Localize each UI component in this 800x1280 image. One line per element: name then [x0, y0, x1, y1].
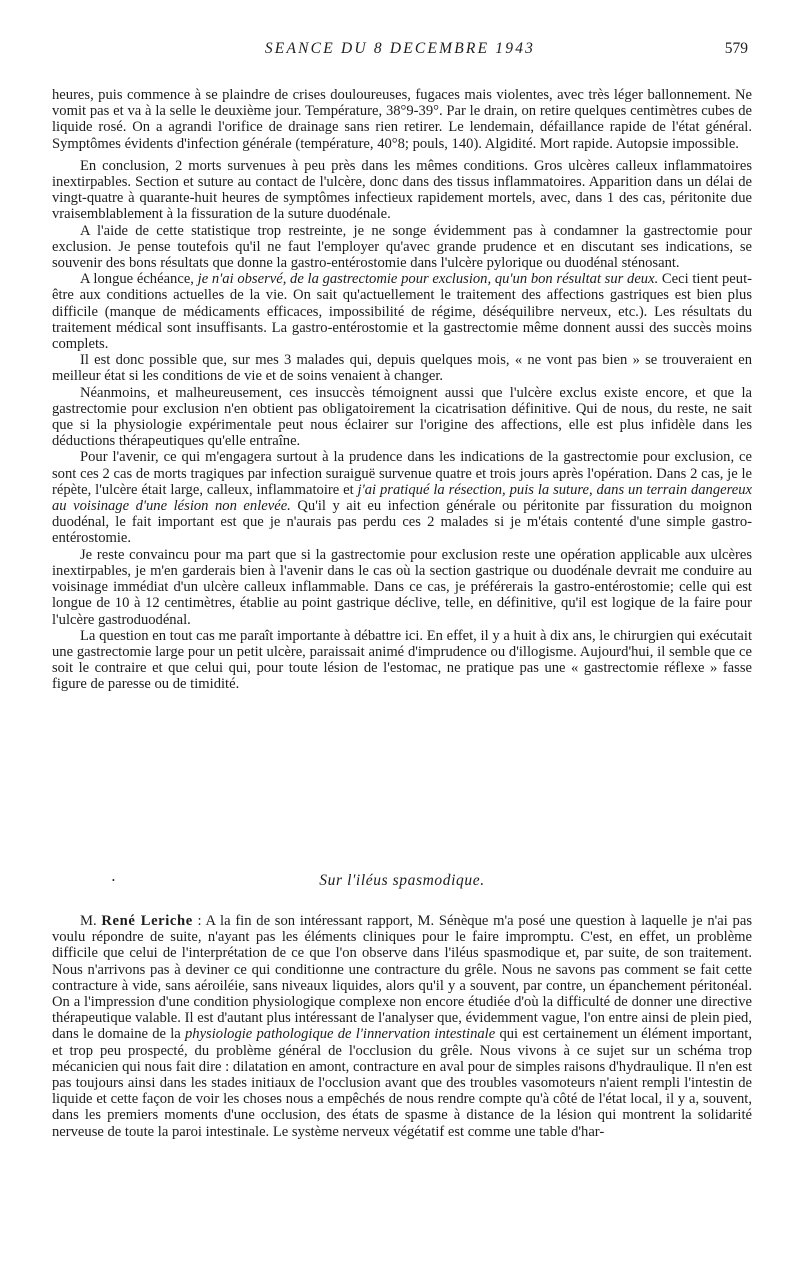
paragraph-avenir	[52, 449, 752, 546]
text-segment: : A la fin de son intéressant rapport, M. Sénèque m'a posé une question à laquelle je n'ai pas voulu répondre de suite, n'ayant pas les éléments cliniques pour le faire impromptu. C'est, en effet, un problème difficile que celui de l'interprétation de ce que l'on observe dans l'iléus spasmodique et, par suite, de son traitement. Nous n'arrivons pas à deviner ce qui conditionne une contracture du grêle. Nous ne savons pas comment se fait cette contracture à vide, sans aéroiléie, sans niveaux liquides, alors qu'il y a souvent, par contre, un épanchement péritonéal. On a l'impression d'une condition physiologique complexe non encore étudiée d'où la difficulté de donner une directive thérapeutique valable. Il est d'autant plus intéressant de l'analyser que, évidemment vague, l'on entre ainsi de plein pied, dans le domaine de la	[52, 913, 753, 1043]
paragraph-insucces: Néanmoins, et malheureusement, ces insuccès témoignent aussi que l'ulcère exclus existe encore, et que la gastrectomie pour exclusion n'en obtient pas obligatoirement la cicatrisation définitive. Qui de nous, du reste, ne sait que si la physiologie expérimentale peut nous éclairer sur l'origine des affections, elle est plus infidèle dans les déductions thérapeutiques qu'elle entraîne.	[52, 384, 752, 450]
paragraph-longue-echeance	[52, 271, 752, 352]
body-upper	[52, 87, 752, 693]
emphasis-text: physiologie pathologique de l'innervation intestinale	[184, 1026, 496, 1043]
speaker-prefix: M.	[80, 913, 102, 929]
paragraph-case-continuation: heures, puis commence à se plaindre de crises douloureuses, fugaces mais violentes, avec très léger ballonnement. Ne vomit pas et va à la selle le deuxième jour. Température, 38°9-39°. Par le drain, on retire quelques centimètres cubes de liquide rosé. On a agrandi l'orifice de drainage sans rien retirer. Le lendemain, défaillance rapide de l'état général. Symptômes évidents d'infection générale (température, 40°8; pouls, 140). Algidité. Mort rapide. Autopsie impossible.	[52, 87, 752, 152]
paragraph-malades: Il est donc possible que, sur mes 3 malades qui, depuis quelques mois, « ne vont pas bien » se trouveraient en meilleur état si les conditions de vie et de soins venaient à changer.	[52, 352, 752, 385]
speaker-name: René Leriche	[101, 913, 193, 929]
section-title: Sur l'iléus spasmodique.	[319, 872, 485, 889]
paragraph-conclusion: En conclusion, 2 morts survenues à peu près dans les mêmes conditions. Gros ulcères calleux inflammatoires inextirpables. Section et suture au contact de l'ulcère, donc dans des tissus inflammatoires. Apparition dans un délai de vingt-quatre à quarante-huit heures de symptômes infectieux rapidement mortels, avec, dans 1 des cas, péritonite due vraisemblablement à la fissuration de la suture duodénale.	[52, 157, 752, 223]
text-segment: Qu'il y ait eu infection générale ou péritonite par fissuration du moignon duodénal, le fait important est que je n'aurais pas perdu ces 2 malades si je m'étais contenté d'une simple gastro-entérostomie.	[52, 498, 752, 547]
body-lower	[52, 913, 752, 1140]
text-segment: Ceci tient peut-être aux conditions actuelles de la vie. On sait qu'actuellement le traitement des affections gastriques est bien plus difficile (manque de médicaments efficaces, impossibilité de régime, déséquilibre nerveux, etc.). Les résultats du traitement médical sont insuffisants. La gastro-entérostomie et la gastrectomie même donnent aussi des succès moins complets.	[52, 271, 752, 353]
text-segment: qui est certainement un élément important, et trop peu prospecté, du problème général de l'occlusion du grêle. Nous vivons à ce sujet sur un schéma trop mécanicien qui nous fait dire : dilatation en amont, contracture en aval pour de simples raisons d'hydraulique. Il n'en est pas toujours ainsi dans les stades initiaux de l'occlusion avant que des troubles vasomoteurs n'aient rempli l'intestin de liquide et cette façon de voir les choses nous a empêchés de nous rendre compte qu'à côté de l'état local, il y a, souvent, dans les premiers moments d'une occlusion, des états de spasme à distance de la lésion qui montrent la solidarité nerveuse de toute la paroi intestinale. Le système nerveux végétatif est comme une table d'har-	[52, 1026, 752, 1140]
running-head	[52, 40, 748, 62]
page-number: 579	[724, 40, 748, 57]
paragraph-question: La question en tout cas me paraît importante à débattre ici. En effet, il y a huit à dix ans, le chirurgien qui exécutait une gastrectomie large pour un petit ulcère, paraissait animé d'imprudence ou d'illogisme. Aujourd'hui, il semble que ce soit le contraire et que celui qui, pour toute lésion de l'estomac, ne pratique pas une « gastrectomie réflexe » fasse figure de paresse ou de timidité.	[52, 627, 752, 693]
emphasis-text: j'ai pratiqué la résection, puis la suture, dans un terrain dangereux au voisinage d'une lésion non enlevée.	[52, 481, 752, 515]
emphasis-text: je n'ai observé, de la gastrectomie pour exclusion, qu'un bon résultat sur deux.	[197, 271, 659, 288]
bullet-mark: •	[112, 876, 115, 885]
text-segment: Pour l'avenir, ce qui m'engagera surtout à la prudence dans les indications de la gastrectomie pour exclusion, ce sont ces 2 cas de morts tragiques par infection suraiguë survenue quatre et trois jours après l'opération. Dans 2 cas, je le répète, l'ulcère était large, calleux, inflammatoire et	[52, 449, 752, 498]
paragraph-statistique: A l'aide de cette statistique trop restreinte, je ne songe évidemment pas à condamner la gastrectomie pour exclusion. Je pense toutefois qu'il ne faut l'employer qu'avec grande prudence et en discutant ses indications, se souvenir des bons résultats que donne la gastro-entérostomie dans l'ulcère pylorique ou duodénal sténosant.	[52, 222, 752, 272]
paragraph-convaincu: Je reste convaincu pour ma part que si la gastrectomie pour exclusion reste une opération applicable aux ulcères inextirpables, je m'en garderais bien à l'avenir dans le cas où la section gastrique ou duodénale devrait me conduire au voisinage immédiat d'un ulcère calleux inflammable. Dans ce cas, je préférerais la gastro-entérostomie; celle qui est longue de 10 à 12 centimètres, établie au point gastrique déclive, telle, en définitive, qu'il est logique de la faire pour l'ulcère gastroduodénal.	[52, 546, 752, 628]
paragraph-leriche	[52, 913, 752, 1140]
text-segment: A longue échéance,	[80, 271, 198, 288]
running-title: SEANCE DU 8 DECEMBRE 1943	[264, 40, 536, 57]
